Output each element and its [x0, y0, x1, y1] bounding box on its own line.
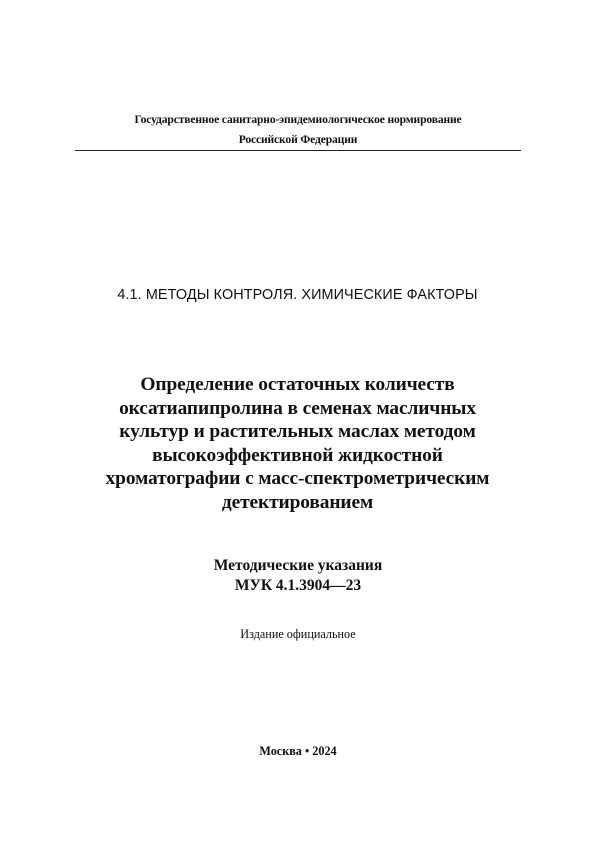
issuer-line-2: Российской Федерации: [238, 133, 358, 146]
document-code: МУК 4.1.3904—23: [234, 577, 362, 594]
document-type: Методические указания: [213, 557, 383, 574]
document-title: [45, 373, 550, 515]
place-year: Москва • 2024: [259, 744, 337, 758]
header-divider: [75, 150, 521, 151]
issuer-line-1: Государственное санитарно-эпидемиологическое нормирование: [134, 113, 462, 126]
title-line: культур и растительных маслах методом: [119, 421, 476, 443]
edition-label: Издание официальное: [240, 627, 356, 641]
title-line: Определение остаточных количеств: [140, 374, 455, 395]
title-line: хроматографии с масс-спектрометрическим: [105, 468, 490, 490]
title-line: детектированием: [221, 491, 374, 513]
document-type-block: [75, 556, 521, 596]
issuer-header: [75, 110, 521, 150]
title-line: оксатиапипролина в семенах масличных: [119, 397, 476, 419]
title-line: высокоэффективной жидкостной: [152, 444, 443, 466]
section-title: 4.1. МЕТОДЫ КОНТРОЛЯ. ХИМИЧЕСКИЕ ФАКТОРЫ: [117, 287, 478, 303]
